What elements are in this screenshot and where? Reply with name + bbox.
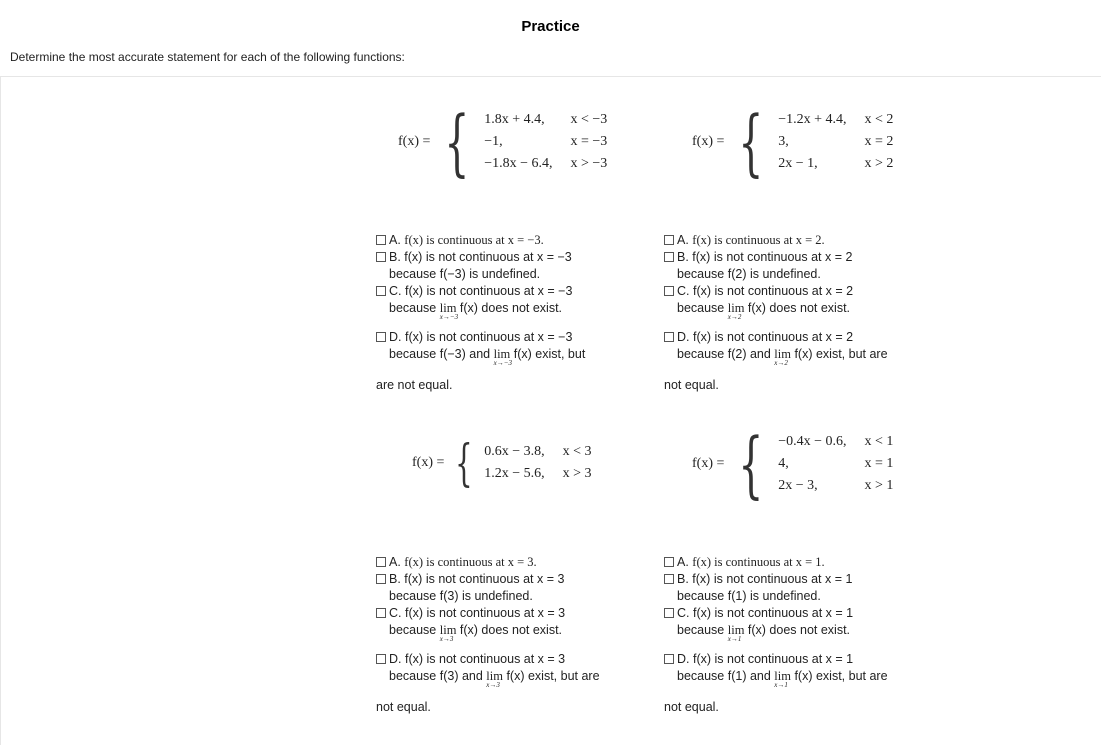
page-title: Practice	[521, 18, 580, 35]
case-row	[776, 475, 893, 497]
option-text: f(x) is not continuous at x = 2	[692, 330, 854, 344]
limit-subscript: x→1	[774, 681, 788, 689]
option-a-body	[389, 232, 634, 249]
option-text: f(x) is not continuous at x = 3	[404, 606, 566, 620]
option-text: because	[389, 301, 437, 315]
option-text: because f(3) is undefined.	[389, 589, 533, 603]
option-line	[677, 249, 922, 266]
left-brace: {	[738, 100, 764, 184]
limit-word: lim	[486, 669, 503, 683]
case-condition: x > 3	[562, 466, 592, 481]
function-definition	[398, 100, 608, 184]
function-definition	[692, 100, 894, 184]
checkbox-d[interactable]	[376, 654, 386, 664]
option-line	[389, 300, 634, 321]
case-expression: −1.8x − 6.4,	[484, 156, 553, 171]
case-row	[482, 463, 591, 485]
option-text: because f(2) is undefined.	[677, 267, 821, 281]
option-d-continued	[376, 699, 634, 716]
option-c-body	[677, 605, 922, 643]
checkbox-c[interactable]	[376, 608, 386, 618]
function-lhs: f(x) =	[398, 134, 431, 149]
checkbox-c[interactable]	[664, 286, 674, 296]
option-c[interactable]	[664, 605, 922, 643]
spacer	[664, 643, 922, 651]
option-b-body	[389, 249, 634, 283]
option-d-body	[677, 329, 922, 367]
option-text: because f(2) and	[677, 347, 771, 361]
case-expression: 0.6x − 3.8,	[484, 444, 545, 459]
option-text: f(x) does not exist.	[459, 301, 563, 315]
checkbox-d[interactable]	[664, 332, 674, 342]
option-text: are not equal.	[376, 378, 453, 392]
limit-expression	[774, 668, 791, 689]
limit-word: lim	[727, 301, 745, 315]
limit-word: lim	[439, 301, 457, 315]
case-row	[482, 153, 607, 175]
piecewise-cases	[482, 109, 607, 175]
option-b[interactable]	[664, 571, 922, 605]
answer-options	[664, 232, 922, 394]
option-text: f(x) is not continuous at x = −3	[404, 284, 573, 298]
case-row	[776, 453, 893, 475]
option-label: D.	[389, 330, 402, 344]
limit-subscript: x→3	[439, 635, 454, 643]
option-text: not equal.	[664, 378, 719, 392]
option-line	[677, 651, 922, 668]
function-lhs: f(x) =	[692, 134, 725, 149]
option-text: because f(1) is undefined.	[677, 589, 821, 603]
limit-word: lim	[727, 623, 745, 637]
checkbox-b[interactable]	[664, 574, 674, 584]
option-text: because f(1) and	[677, 669, 771, 683]
option-a[interactable]	[376, 554, 634, 571]
case-condition: x > −3	[570, 156, 608, 171]
case-row	[776, 109, 893, 131]
option-text: f(x) exist, but are	[506, 669, 600, 683]
option-line	[389, 329, 634, 346]
checkbox-a[interactable]	[664, 235, 674, 245]
limit-subscript: x→−3	[493, 359, 512, 367]
option-label: B.	[677, 250, 689, 264]
option-a[interactable]	[664, 232, 922, 249]
option-d-continued	[664, 377, 922, 394]
case-expression: −1,	[484, 134, 503, 149]
option-d[interactable]	[376, 329, 634, 367]
option-text: f(x) is not continuous at x = 1	[692, 652, 854, 666]
case-condition: x = −3	[570, 134, 608, 149]
option-text: not equal.	[664, 700, 719, 714]
option-line	[389, 622, 634, 643]
answer-options	[376, 554, 634, 716]
option-line	[389, 283, 634, 300]
case-condition: x < 1	[864, 434, 894, 449]
option-label: A.	[389, 233, 401, 247]
option-b[interactable]	[376, 571, 634, 605]
option-c[interactable]	[376, 605, 634, 643]
option-line	[389, 668, 634, 689]
option-text: f(x) is not continuous at x = 1	[692, 572, 853, 586]
option-c-body	[677, 283, 922, 321]
case-expression: −1.2x + 4.4,	[778, 112, 847, 127]
option-c-body	[389, 283, 634, 321]
option-c[interactable]	[664, 283, 922, 321]
option-text: because f(−3) and	[389, 347, 491, 361]
limit-expression	[494, 346, 511, 367]
option-c[interactable]	[376, 283, 634, 321]
option-text: because f(−3) is undefined.	[389, 267, 541, 281]
limit-subscript: x→−3	[439, 313, 459, 321]
option-line	[389, 346, 634, 367]
limit-word: lim	[493, 347, 511, 361]
option-a[interactable]	[664, 554, 922, 571]
option-text: because f(3) and	[389, 669, 483, 683]
limit-subscript: x→3	[486, 681, 500, 689]
function-lhs: f(x) =	[412, 455, 445, 470]
left-brace: {	[738, 422, 764, 506]
option-b-body	[389, 571, 634, 605]
option-a-body	[677, 232, 922, 249]
piecewise-cases	[776, 109, 893, 175]
option-text: f(x) is not continuous at x = −3	[404, 330, 573, 344]
left-brace: {	[455, 434, 474, 492]
option-text: f(x) is not continuous at x = 1	[692, 606, 854, 620]
limit-word: lim	[439, 623, 457, 637]
option-text: f(x) exist, but are	[794, 347, 888, 361]
option-a-body	[389, 554, 634, 571]
option-b[interactable]	[664, 249, 922, 283]
limit-word: lim	[774, 669, 791, 683]
spacer	[376, 321, 634, 329]
option-text: f(x) does not exist.	[459, 623, 563, 637]
case-row	[776, 153, 893, 175]
piecewise-cases	[482, 441, 591, 485]
option-b[interactable]	[376, 249, 634, 283]
option-label: B.	[389, 250, 401, 264]
option-line	[677, 346, 922, 367]
option-text: f(x) is not continuous at x = 2	[692, 250, 853, 264]
case-row	[776, 431, 893, 453]
option-text: f(x) is continuous at x = 2.	[692, 233, 825, 247]
option-label: B.	[677, 572, 689, 586]
function-lhs: f(x) =	[692, 456, 725, 471]
option-text: f(x) is not continuous at x = −3	[404, 250, 572, 264]
option-line	[677, 283, 922, 300]
option-label: C.	[677, 284, 690, 298]
case-expression: 3,	[778, 134, 789, 149]
option-d[interactable]	[664, 329, 922, 367]
case-condition: x < 3	[562, 444, 592, 459]
option-a[interactable]	[376, 232, 634, 249]
option-text: f(x) exist, but	[513, 347, 586, 361]
limit-subscript: x→2	[727, 313, 742, 321]
limit-expression	[728, 622, 745, 643]
option-d-body	[389, 651, 634, 689]
option-line	[389, 249, 634, 266]
option-line	[677, 605, 922, 622]
option-text: f(x) is continuous at x = −3.	[404, 233, 544, 247]
option-d[interactable]	[664, 651, 922, 689]
case-condition: x = 2	[864, 134, 894, 149]
case-row	[482, 441, 591, 463]
checkbox-a[interactable]	[376, 235, 386, 245]
case-condition: x > 1	[864, 478, 894, 493]
option-text: f(x) is not continuous at x = 3	[404, 652, 566, 666]
checkbox-a[interactable]	[376, 557, 386, 567]
limit-word: lim	[774, 347, 791, 361]
checkbox-d[interactable]	[376, 332, 386, 342]
left-brace: {	[444, 100, 470, 184]
option-label: D.	[389, 652, 402, 666]
checkbox-b[interactable]	[376, 574, 386, 584]
spacer	[664, 321, 922, 329]
option-text: f(x) does not exist.	[747, 301, 851, 315]
option-label: A.	[677, 233, 689, 247]
checkbox-a[interactable]	[664, 557, 674, 567]
option-label: C.	[389, 284, 402, 298]
option-c-body	[389, 605, 634, 643]
checkbox-b[interactable]	[376, 252, 386, 262]
option-d[interactable]	[376, 651, 634, 689]
case-row	[776, 131, 893, 153]
case-condition: x < 2	[864, 112, 894, 127]
option-text: f(x) is continuous at x = 1.	[692, 555, 825, 569]
option-line	[677, 571, 922, 588]
option-b-body	[677, 571, 922, 605]
option-a-body	[677, 554, 922, 571]
function-definition	[692, 422, 894, 506]
case-row	[482, 131, 607, 153]
option-label: A.	[389, 555, 401, 569]
option-d-body	[389, 329, 634, 367]
case-expression: 4,	[778, 456, 789, 471]
option-line	[389, 651, 634, 668]
option-line	[389, 605, 634, 622]
case-row	[482, 109, 607, 131]
option-line	[677, 329, 922, 346]
function-definition	[412, 434, 592, 492]
option-label: C.	[389, 606, 402, 620]
case-expression: 1.8x + 4.4,	[484, 112, 545, 127]
checkbox-c[interactable]	[376, 286, 386, 296]
option-line	[677, 622, 922, 643]
limit-expression	[486, 668, 503, 689]
case-expression: 2x − 3,	[778, 478, 818, 493]
case-condition: x > 2	[864, 156, 894, 171]
option-label: D.	[677, 330, 690, 344]
option-text: because	[677, 623, 725, 637]
limit-expression	[440, 300, 457, 321]
option-label: B.	[389, 572, 401, 586]
option-text: f(x) exist, but are	[794, 669, 888, 683]
limit-expression	[440, 622, 457, 643]
limit-subscript: x→1	[727, 635, 742, 643]
limit-expression	[774, 346, 791, 367]
checkbox-c[interactable]	[664, 608, 674, 618]
option-label: D.	[677, 652, 690, 666]
answer-options	[376, 232, 634, 394]
option-label: C.	[677, 606, 690, 620]
checkbox-d[interactable]	[664, 654, 674, 664]
option-text: because	[389, 623, 437, 637]
answer-options	[664, 554, 922, 716]
option-text: f(x) does not exist.	[747, 623, 851, 637]
option-line	[677, 668, 922, 689]
case-expression: −0.4x − 0.6,	[778, 434, 847, 449]
option-d-body	[677, 651, 922, 689]
option-text: f(x) is continuous at x = 3.	[404, 555, 537, 569]
option-text: f(x) is not continuous at x = 2	[692, 284, 854, 298]
option-d-continued	[664, 699, 922, 716]
option-text: f(x) is not continuous at x = 3	[404, 572, 565, 586]
instructions: Determine the most accurate statement for each of the following functions:	[10, 50, 405, 64]
case-expression: 2x − 1,	[778, 156, 818, 171]
case-expression: 1.2x − 5.6,	[484, 466, 545, 481]
limit-subscript: x→2	[774, 359, 788, 367]
spacer	[376, 643, 634, 651]
case-condition: x < −3	[570, 112, 608, 127]
option-line	[677, 300, 922, 321]
piecewise-cases	[776, 431, 893, 497]
option-line	[389, 571, 634, 588]
option-b-body	[677, 249, 922, 283]
limit-expression	[728, 300, 745, 321]
option-text: because	[677, 301, 725, 315]
option-text: not equal.	[376, 700, 431, 714]
option-d-continued	[376, 377, 634, 394]
option-label: A.	[677, 555, 689, 569]
case-condition: x = 1	[864, 456, 894, 471]
checkbox-b[interactable]	[664, 252, 674, 262]
